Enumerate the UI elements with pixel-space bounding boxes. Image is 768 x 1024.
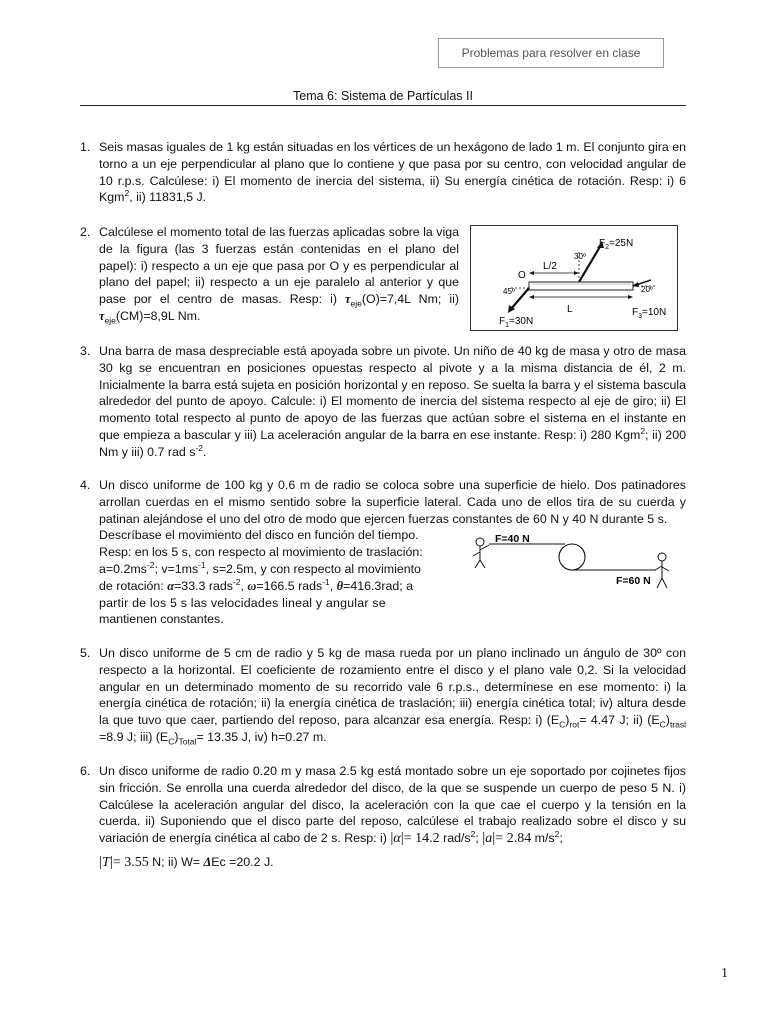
problem-text: Seis masas iguales de 1 kg están situadas en los vértices de un hexágono de lado 1 m. El conjunto gira en torno a un eje perpendicular al plano que lo contiene y que pasa por su centro, con velocidad angular de 10 r.p.s. Calcúlese: i) El momento de inercia del sistema, ii) Su energía cinética de rotación. Resp: i) 6 Kgm$^2$, ii) 11831,5 J. [99,140,686,205]
page-number: 1 [721,966,728,981]
page-title: Tema 6: Sistema de Partículas II [293,89,473,103]
label-l2: L/2 [543,261,557,272]
problem-text: Calcúlese el momento total de las fuerzas aplicadas sobre la viga de la figura (las 3 fuerzas están contenidas en el plano del papel): i) respecto a un eje que pasa por O y es perpendicular al plano del papel; ii) respecto a un eje paralelo al anterior y que pase por el centro de masas. Resp: i) $\tau_{eje}(O)=7,4L$ Nm; ii) $\tau_{eje}(CM)=8,9L$ Nm. [99,225,459,326]
label-f40: F=40 N [495,533,530,545]
beam-diagram [471,226,677,330]
skater-left [476,538,484,546]
disc [559,544,585,570]
label-f2: $F_2=25N$ [599,238,634,251]
label-f3: $F_3=10N$ [632,307,667,320]
header-label-box [438,38,664,68]
beam-figure [470,225,678,331]
disc-diagram [470,530,676,602]
beam [529,282,633,290]
problem-text: Un disco uniforme de radio 0.20 m y masa 2.5 kg está montado sobre un eje soportado por cojinetes fijos sin fricción. Se enrolla una cuerda alrededor del disco, de la que se suspende un cuerpo de peso 5 N. i) Calcúlese la aceleración angular del disco, la aceleración con la que cae el cuerpo y la tensión en la cuerda. ii) Suponiendo que el disco parte del reposo, calcúlese el trabajo realizado sobre el disco y su variación de energía cinética al cabo de 2 s. Resp: i) |α|= 14.2 rad/$s^2$; |a|= 2.84 $m/s^2$; [99,764,686,847]
problem-number: 6. [80,764,91,778]
force-f2-arrow [579,245,601,282]
problem-text-continued: |T|= 3.55 N; ii) W= ΔEc =20.2 J. [99,853,274,870]
label-o: O [518,270,526,281]
problem-number: 1. [80,140,91,154]
label-f60: F=60 N [616,575,651,587]
problem-text: Una barra de masa despreciable está apoyada sobre un pivote. Un niño de 40 kg de masa y otro de masa 30 kg se encuentran en posiciones opuestas respecto al pivote y a la misma distancia de él, 2 m. Inicialmente la barra está sujeta en posición horizontal y en reposo. Se suelta la barra y el sistema bascula alrededor del punto de apoyo. Calcule: i) El momento de inercia del sistema respecto al eje de giro; ii) El momento total respecto al punto de apoyo de las fuerzas que actúan sobre el sistema en el instante en que empieza a bascular y iii) La aceleración angular de la barra en ese instante. Resp: i) 280 Kgm$^2$; ii) 200 Nm y iii) 0.7 rad $s^{-2}$. [99,344,686,459]
problem-5 [80,645,686,746]
header-label: Problemas para resolver en clase [461,46,641,60]
problem-number: 4. [80,478,91,492]
problem-number: 2. [80,225,91,239]
label-30deg: 30º [574,252,586,261]
label-l: L [567,304,573,315]
skater-right [658,553,666,561]
problem-number: 5. [80,646,91,660]
title-rule [80,105,686,106]
disc-figure [470,530,676,602]
problem-6 [80,763,686,872]
label-45deg: 45º [503,287,515,296]
label-20deg: 20º [641,285,653,294]
label-f1: $F_1=30N$ [499,316,534,329]
problem-number: 3. [80,344,91,358]
problem-text: Un disco uniforme de 5 cm de radio y 5 kg de masa rueda por un plano inclinado un ángulo de 30º con respecto a la horizontal. El coeficiente de rozamiento entre el disco y el plano vale 0,2. Si la velocidad angular en un determinado momento de su recorrido vale 6 r.p.s., determínese en ese momento: i) la energía cinética de rotación; ii) la energía cinética de traslación; iii) energía cinética total; iv) altura desde la que tuvo que caer, partiendo del reposo, para alcanzar esa energía. Resp: i) $(E_C)_{rot}= 4.47$ J; ii) $(E_C)_{trasl} =8.9$ J; iii) $(E_C)_{Total}= 13.35$ J, iv) h=0.27 m. [99,646,686,747]
problem-text: Un disco uniforme de 100 kg y 0.6 m de radio se coloca sobre una superficie de hielo. Dos patinadores arrollan cuerdas en el mismo sentido sobre la superficie lateral. Cada uno de ellos tira de su cuerda y patinan alejándose el uno del otro de modo que ejercen fuerzas constantes de 60 N y 40 N durante 5 s. [99,478,686,526]
problem-text-continued: Descríbase el movimiento del disco en función del tiempo. Resp: en los 5 s, con respecto al movimiento de traslación: $a=0.2ms^{-2}$; $v=1ms^{-1}$, s=2.5m, y con respecto al movimiento de rotación: α=33.3 rads$^{-2}$, ω=166.5 rads$^{-1}$, θ=416.3rad; a partir de los 5 s las velocidades lineal y angular se mantienen constantes. [99,528,423,627]
problem-1 [80,139,686,206]
problem-3 [80,343,686,461]
